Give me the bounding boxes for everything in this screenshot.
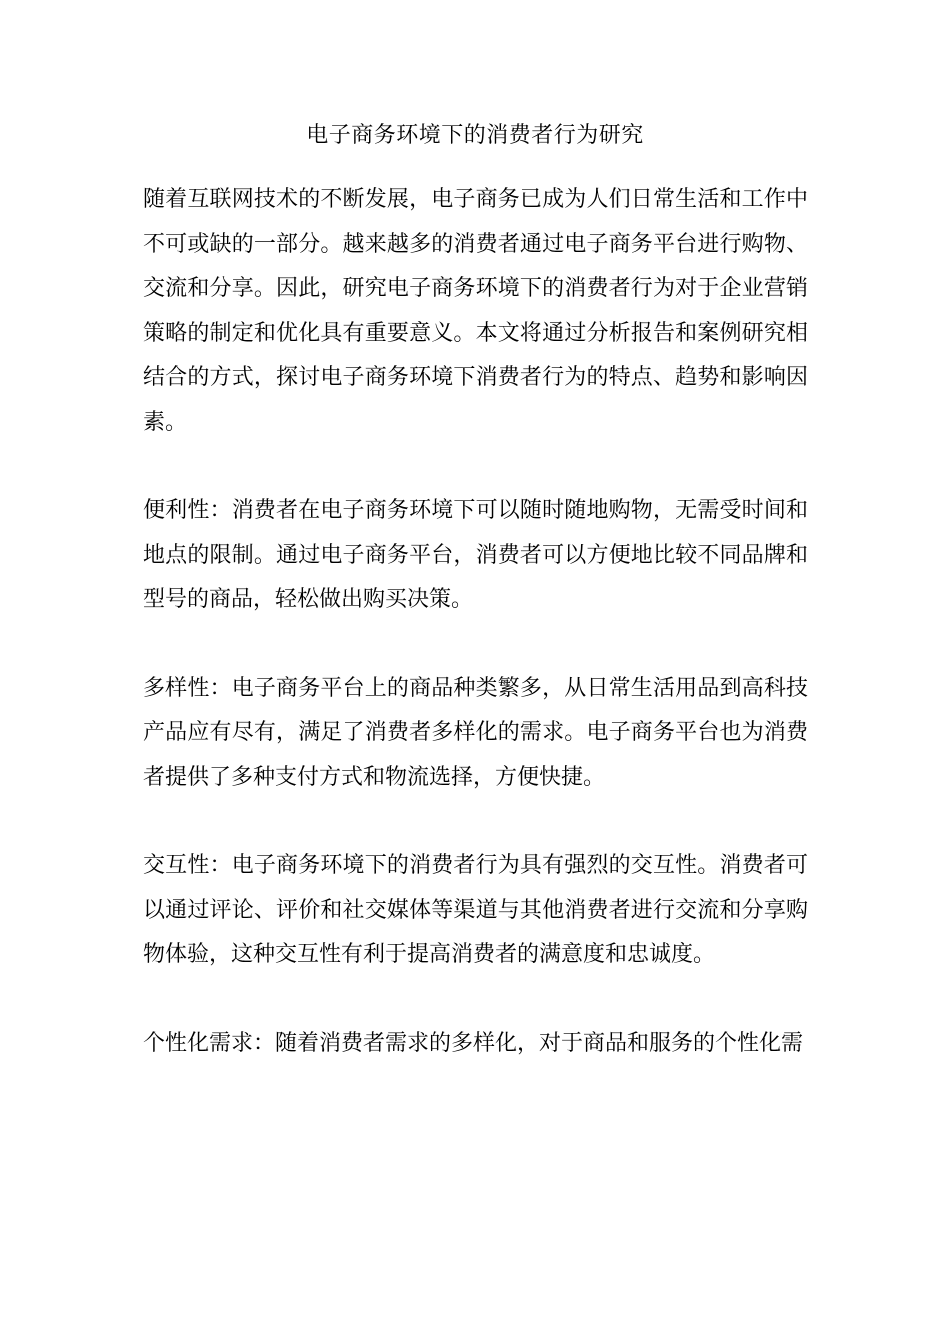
- paragraph-personalization: 个性化需求：随着消费者需求的多样化，对于商品和服务的个性化需: [143, 1030, 804, 1056]
- paragraph-interactivity: 交互性：电子商务环境下的消费者行为具有强烈的交互性。消费者可以通过评论、评价和社交媒体等渠道与其他消费者进行交流和分享购物体验，这种交互性有利于提高消费者的满意度和忠诚度。: [143, 853, 808, 967]
- document-title: 电子商务环境下的消费者行为研究: [306, 123, 644, 148]
- paragraph-convenience: 便利性：消费者在电子商务环境下可以随时随地购物，无需受时间和地点的限制。通过电子商务平台，消费者可以方便地比较不同品牌和型号的商品，轻松做出购买决策。: [143, 498, 808, 612]
- document-body: [143, 178, 808, 1066]
- paragraph-diversity: 多样性：电子商务平台上的商品种类繁多，从日常生活用品到高科技产品应有尽有，满足了消费者多样化的需求。电子商务平台也为消费者提供了多种支付方式和物流选择，方便快捷。: [143, 675, 808, 790]
- paragraph-intro: 随着互联网技术的不断发展，电子商务已成为人们日常生活和工作中不可或缺的一部分。越来越多的消费者通过电子商务平台进行购物、交流和分享。因此，研究电子商务环境下的消费者行为对于企业营销策略的制定和优化具有重要意义。本文将通过分析报告和案例研究相结合的方式，探讨电子商务环境下消费者行为的特点、趋势和影响因素。: [143, 187, 808, 435]
